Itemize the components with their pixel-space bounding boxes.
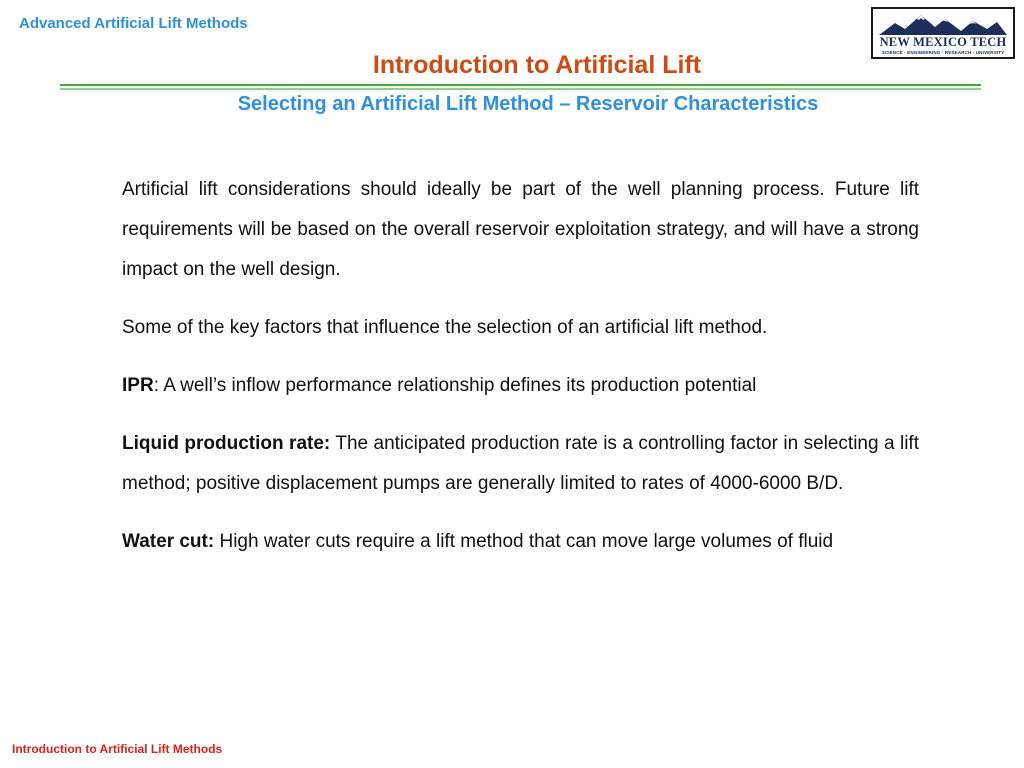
divider-line-bottom bbox=[60, 88, 981, 90]
slide-subtitle: Selecting an Artificial Lift Method – Reservoir Characteristics bbox=[237, 93, 819, 115]
factor-liquid-production-rate bbox=[122, 424, 919, 504]
factor-water-cut bbox=[122, 522, 919, 562]
footer-text: Introduction to Artificial Lift Methods bbox=[12, 742, 223, 756]
course-title: Advanced Artificial Lift Methods bbox=[19, 15, 248, 32]
paragraph-text: Artificial lift considerations should ideally be part of the well planning process. Future lift requirements will be based on the overall reservoir exploitation strategy, and will have a strong impact on the well design. bbox=[122, 179, 919, 280]
factor-term: IPR bbox=[122, 375, 154, 396]
factor-term: Liquid production rate: bbox=[122, 433, 331, 454]
factor-description: High water cuts require a lift method that can move large volumes of fluid bbox=[214, 531, 834, 552]
paragraph-text: Some of the key factors that influence the selection of an artificial lift method. bbox=[122, 317, 768, 338]
slide-title: Introduction to Artificial Lift bbox=[372, 51, 702, 79]
divider-line-top bbox=[60, 84, 981, 86]
factor-ipr bbox=[122, 366, 919, 406]
title-divider bbox=[60, 84, 981, 90]
logo-tagline: SCIENCE · ENGINEERING · RESEARCH · UNIVERSITY bbox=[881, 50, 1005, 55]
factor-description: The anticipated production rate is a controlling factor in selecting a lift method; positive displacement pumps are generally limited to rates of 4000-6000 B/D. bbox=[122, 433, 919, 494]
logo-name: NEW MEXICO TECH bbox=[879, 35, 1007, 49]
body-paragraph bbox=[122, 170, 919, 290]
slide-body bbox=[122, 170, 919, 562]
mountains-icon bbox=[873, 9, 1013, 37]
factor-term: Water cut: bbox=[122, 531, 215, 552]
factor-description: : A well’s inflow performance relationship defines its production potential bbox=[153, 375, 757, 396]
body-paragraph bbox=[122, 308, 919, 348]
